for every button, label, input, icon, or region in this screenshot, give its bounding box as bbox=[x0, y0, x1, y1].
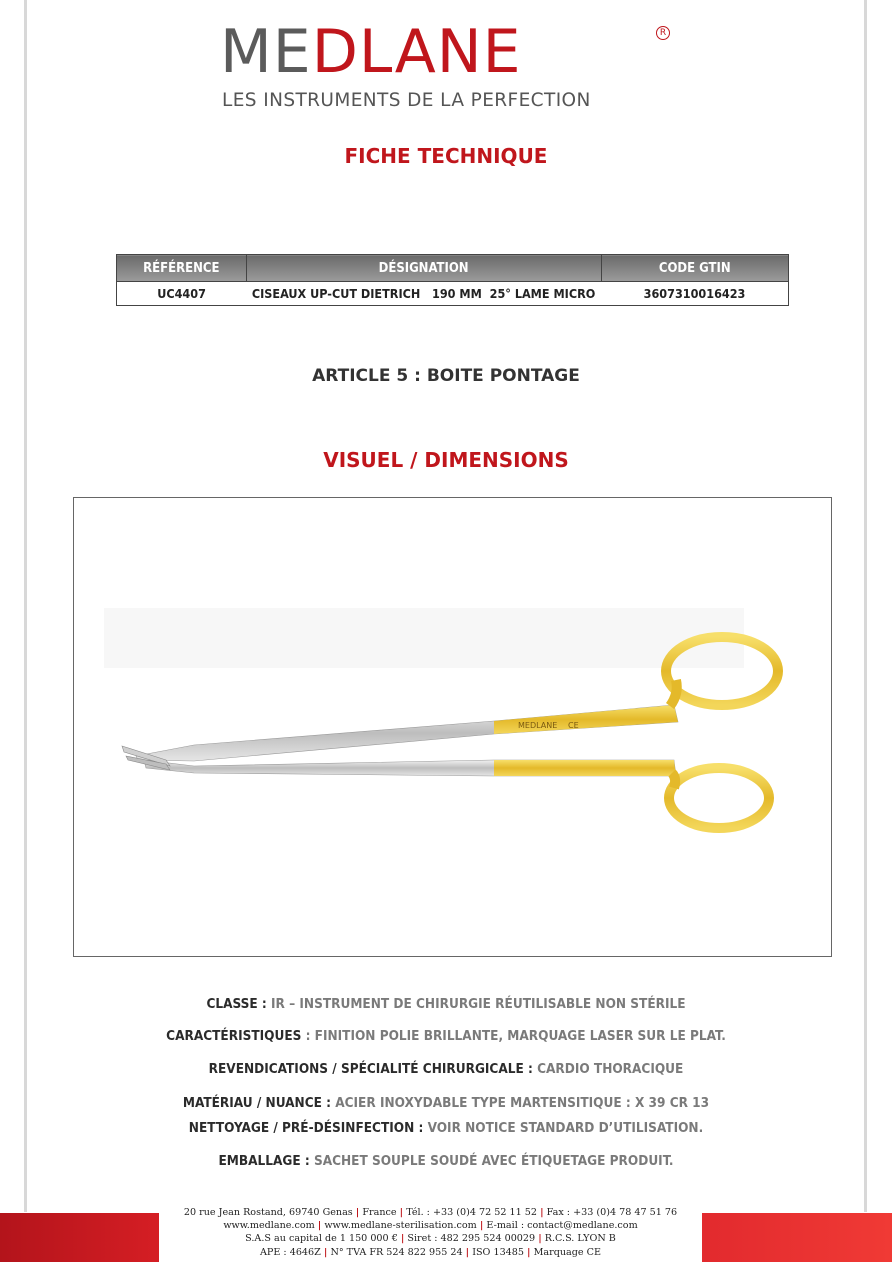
footer-phone: Tél. : +33 (0)4 72 52 11 52 bbox=[406, 1207, 537, 1218]
spec-label: CARACTÉRISTIQUES bbox=[166, 1028, 302, 1044]
cell-gtin: 3607310016423 bbox=[601, 282, 788, 306]
footer-separator: | bbox=[465, 1246, 470, 1258]
footer-rcs: R.C.S. LYON B bbox=[544, 1233, 616, 1245]
footer-ce-marking: Marquage CE bbox=[533, 1246, 601, 1258]
logo-wordmark bbox=[220, 17, 522, 87]
spec-value: CARDIO THORACIQUE bbox=[537, 1061, 684, 1077]
footer-separator: | bbox=[399, 1207, 404, 1218]
header-gtin: CODE GTIN bbox=[601, 255, 788, 282]
product-visual-frame bbox=[73, 497, 832, 957]
footer-iso: ISO 13485 bbox=[472, 1246, 524, 1258]
footer-sterilisation-link[interactable]: www.medlane-sterilisation.com bbox=[324, 1220, 477, 1232]
spec-label: MATÉRIAU / NUANCE : bbox=[182, 1095, 336, 1111]
header-designation: DÉSIGNATION bbox=[246, 255, 601, 282]
engraving-ce: CE bbox=[568, 721, 579, 730]
footer-address: 20 rue Jean Rostand, 69740 Genas bbox=[183, 1207, 353, 1218]
footer-email[interactable]: E-mail : contact@medlane.com bbox=[486, 1220, 638, 1232]
medlane-logo bbox=[220, 17, 680, 112]
spec-label: CLASSE : bbox=[206, 996, 272, 1012]
lower-ring-neck bbox=[672, 773, 675, 788]
cell-reference: UC4407 bbox=[117, 282, 247, 306]
lower-gold-shank bbox=[494, 760, 676, 776]
spec-value: IR – INSTRUMENT DE CHIRURGIE RÉUTILISABLE NON STÉRILE bbox=[271, 996, 686, 1012]
header-reference: RÉFÉRENCE bbox=[117, 255, 247, 282]
footer-country: France bbox=[362, 1207, 397, 1218]
footer-red-bar-right bbox=[702, 1213, 892, 1262]
table-header-row bbox=[117, 255, 789, 282]
footer-fax: Fax : +33 (0)4 78 47 51 76 bbox=[546, 1207, 678, 1218]
footer-siret: Siret : 482 295 524 00029 bbox=[407, 1233, 536, 1245]
spec-value: SACHET SOUPLE SOUDÉ AVEC ÉTIQUETAGE PRODUIT. bbox=[313, 1153, 674, 1169]
footer-line-address bbox=[159, 1206, 702, 1219]
spec-label: EMBALLAGE : bbox=[218, 1153, 314, 1169]
lower-finger-ring bbox=[669, 768, 769, 828]
spec-label: NETTOYAGE / PRÉ-DÉSINFECTION : bbox=[188, 1120, 428, 1136]
spec-emballage bbox=[0, 1153, 892, 1169]
spec-value: VOIR NOTICE STANDARD D’UTILISATION. bbox=[427, 1120, 704, 1136]
article-line: ARTICLE 5 : BOITE PONTAGE bbox=[312, 366, 580, 386]
spec-materiau bbox=[0, 1095, 892, 1111]
footer-separator: | bbox=[355, 1207, 360, 1218]
registered-mark-icon: R bbox=[656, 26, 670, 40]
footer-separator: | bbox=[527, 1246, 531, 1258]
section-title: VISUEL / DIMENSIONS bbox=[323, 448, 569, 472]
engraving-brand: MEDLANE bbox=[518, 721, 558, 730]
footer-capital: S.A.S au capital de 1 150 000 € bbox=[245, 1233, 398, 1245]
background-shadow bbox=[104, 608, 744, 668]
spec-revendications bbox=[0, 1061, 892, 1077]
logo-tagline: LES INSTRUMENTS DE LA PERFECTION bbox=[222, 90, 591, 111]
footer-separator: | bbox=[323, 1246, 328, 1258]
spec-caracteristiques bbox=[0, 1028, 892, 1044]
footer-separator: | bbox=[540, 1207, 544, 1218]
spec-value: ACIER INOXYDABLE TYPE MARTENSITIQUE : X 39 CR 13 bbox=[335, 1095, 710, 1111]
logo-part-red: DLANE bbox=[311, 17, 522, 87]
footer-line-web bbox=[159, 1219, 702, 1232]
reference-table bbox=[116, 254, 789, 306]
cell-designation: CISEAUX UP-CUT DIETRICH 190 MM 25° LAME MICRO bbox=[246, 282, 601, 306]
scissors-illustration bbox=[74, 498, 832, 957]
footer-ape: APE : 4646Z bbox=[260, 1246, 321, 1258]
footer-red-bar-left bbox=[0, 1213, 159, 1262]
footer-company-info bbox=[159, 1206, 702, 1259]
footer-line-certifications bbox=[159, 1246, 702, 1259]
footer-separator: | bbox=[400, 1233, 405, 1245]
footer-separator: | bbox=[538, 1233, 542, 1245]
document-title: FICHE TECHNIQUE bbox=[344, 144, 548, 168]
table-row bbox=[117, 282, 789, 306]
logo-part-grey: ME bbox=[220, 17, 312, 87]
spec-value: : FINITION POLIE BRILLANTE, MARQUAGE LASER SUR LE PLAT. bbox=[301, 1028, 726, 1044]
footer-vat: N° TVA FR 524 822 955 24 bbox=[330, 1246, 463, 1258]
footer-separator: | bbox=[317, 1220, 322, 1232]
spec-nettoyage bbox=[0, 1120, 892, 1136]
spec-label: REVENDICATIONS / SPÉCIALITÉ CHIRURGICALE : bbox=[208, 1061, 538, 1077]
footer-separator: | bbox=[479, 1220, 484, 1232]
footer-website-link[interactable]: www.medlane.com bbox=[223, 1220, 315, 1232]
spec-classe bbox=[0, 996, 892, 1012]
footer-line-legal bbox=[159, 1232, 702, 1245]
